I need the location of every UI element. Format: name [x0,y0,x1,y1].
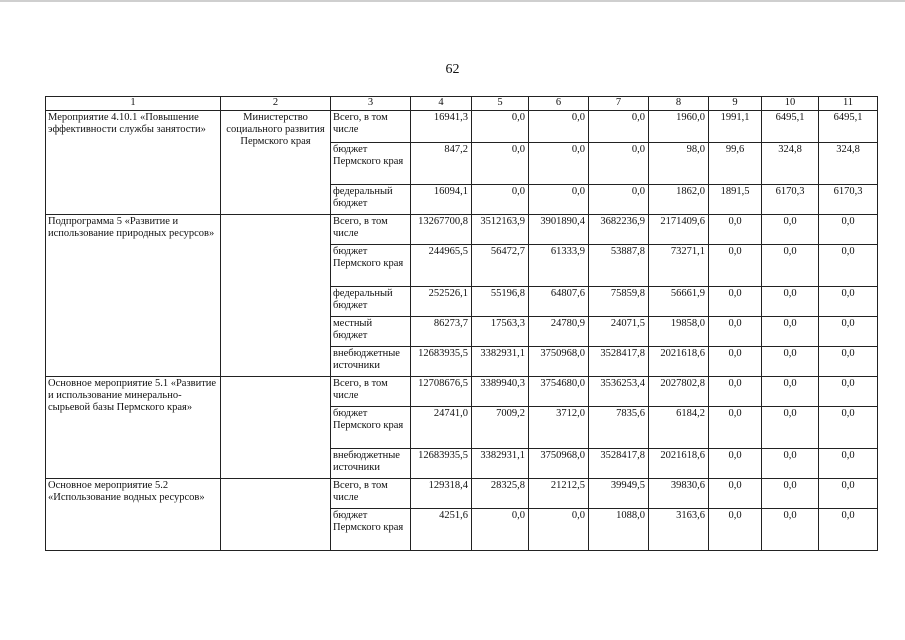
value-cell: 73271,1 [649,245,709,287]
value-cell: 3528417,8 [589,449,649,479]
value-cell: 39949,5 [589,479,649,509]
value-cell: 3382931,1 [472,347,529,377]
value-cell: 0,0 [762,407,819,449]
funding-source-cell: местный бюджет [331,317,411,347]
value-cell: 0,0 [472,185,529,215]
value-cell: 324,8 [762,143,819,185]
value-cell: 56472,7 [472,245,529,287]
value-cell: 0,0 [819,509,878,551]
funding-source-cell: бюджет Пермского края [331,245,411,287]
value-cell: 0,0 [762,479,819,509]
value-cell: 0,0 [819,347,878,377]
value-cell: 0,0 [709,317,762,347]
column-header: 9 [709,97,762,111]
value-cell: 61333,9 [529,245,589,287]
value-cell: 6170,3 [819,185,878,215]
value-cell: 16094,1 [411,185,472,215]
executor-cell [221,377,331,479]
column-header: 10 [762,97,819,111]
table-row [46,377,878,407]
value-cell: 0,0 [762,317,819,347]
column-header: 1 [46,97,221,111]
value-cell: 6495,1 [762,111,819,143]
value-cell: 0,0 [589,143,649,185]
value-cell: 3163,6 [649,509,709,551]
funding-source-cell: Всего, в том числе [331,111,411,143]
value-cell: 3512163,9 [472,215,529,245]
column-header: 4 [411,97,472,111]
value-cell: 0,0 [709,449,762,479]
column-header: 3 [331,97,411,111]
value-cell: 3682236,9 [589,215,649,245]
value-cell: 244965,5 [411,245,472,287]
value-cell: 0,0 [529,509,589,551]
value-cell: 0,0 [709,407,762,449]
funding-source-cell: федеральный бюджет [331,185,411,215]
value-cell: 1960,0 [649,111,709,143]
budget-table [45,96,878,551]
value-cell: 7009,2 [472,407,529,449]
value-cell: 3528417,8 [589,347,649,377]
value-cell: 3712,0 [529,407,589,449]
value-cell: 129318,4 [411,479,472,509]
funding-source-cell: внебюджетные источники [331,449,411,479]
value-cell: 0,0 [819,215,878,245]
table-row [46,479,878,509]
value-cell: 0,0 [709,509,762,551]
value-cell: 56661,9 [649,287,709,317]
value-cell: 2021618,6 [649,347,709,377]
value-cell: 24780,9 [529,317,589,347]
column-header-row [46,97,878,111]
value-cell: 0,0 [762,245,819,287]
value-cell: 252526,1 [411,287,472,317]
executor-cell [221,479,331,551]
value-cell: 6184,2 [649,407,709,449]
value-cell: 3389940,3 [472,377,529,407]
value-cell: 16941,3 [411,111,472,143]
value-cell: 0,0 [709,347,762,377]
value-cell: 6495,1 [819,111,878,143]
value-cell: 39830,6 [649,479,709,509]
value-cell: 0,0 [709,287,762,317]
value-cell: 0,0 [819,377,878,407]
value-cell: 12683935,5 [411,449,472,479]
funding-source-cell: Всего, в том числе [331,215,411,245]
value-cell: 3536253,4 [589,377,649,407]
column-header: 2 [221,97,331,111]
program-name-cell: Мероприятие 4.10.1 «Повышение эффективности службы занятости» [46,111,221,215]
value-cell: 98,0 [649,143,709,185]
value-cell: 1891,5 [709,185,762,215]
value-cell: 0,0 [819,245,878,287]
value-cell: 0,0 [709,215,762,245]
value-cell: 3382931,1 [472,449,529,479]
value-cell: 2027802,8 [649,377,709,407]
value-cell: 55196,8 [472,287,529,317]
value-cell: 4251,6 [411,509,472,551]
value-cell: 86273,7 [411,317,472,347]
value-cell: 1862,0 [649,185,709,215]
value-cell: 0,0 [472,509,529,551]
value-cell: 0,0 [709,245,762,287]
value-cell: 2021618,6 [649,449,709,479]
value-cell: 24741,0 [411,407,472,449]
program-name-cell: Основное мероприятие 5.1 «Развитие и использование минерально-сырьевой базы Пермского края» [46,377,221,479]
executor-cell: Министерство социального развития Пермского края [221,111,331,215]
value-cell: 19858,0 [649,317,709,347]
program-name-cell: Подпрограмма 5 «Развитие и использование природных ресурсов» [46,215,221,377]
table-row [46,111,878,143]
funding-source-cell: бюджет Пермского края [331,143,411,185]
value-cell: 17563,3 [472,317,529,347]
value-cell: 0,0 [762,287,819,317]
value-cell: 21212,5 [529,479,589,509]
value-cell: 53887,8 [589,245,649,287]
value-cell: 0,0 [762,215,819,245]
value-cell: 3754680,0 [529,377,589,407]
value-cell: 28325,8 [472,479,529,509]
column-header: 6 [529,97,589,111]
value-cell: 0,0 [709,377,762,407]
program-name-cell: Основное мероприятие 5.2 «Использование водных ресурсов» [46,479,221,551]
value-cell: 24071,5 [589,317,649,347]
value-cell: 1088,0 [589,509,649,551]
funding-source-cell: бюджет Пермского края [331,509,411,551]
value-cell: 99,6 [709,143,762,185]
value-cell: 0,0 [529,185,589,215]
value-cell: 0,0 [472,143,529,185]
value-cell: 0,0 [819,287,878,317]
value-cell: 3750968,0 [529,347,589,377]
value-cell: 75859,8 [589,287,649,317]
value-cell: 1991,1 [709,111,762,143]
executor-cell [221,215,331,377]
value-cell: 0,0 [762,449,819,479]
value-cell: 12683935,5 [411,347,472,377]
value-cell: 847,2 [411,143,472,185]
value-cell: 0,0 [472,111,529,143]
value-cell: 3750968,0 [529,449,589,479]
value-cell: 0,0 [529,143,589,185]
value-cell: 2171409,6 [649,215,709,245]
value-cell: 7835,6 [589,407,649,449]
value-cell: 6170,3 [762,185,819,215]
table-row [46,215,878,245]
funding-source-cell: федеральный бюджет [331,287,411,317]
value-cell: 64807,6 [529,287,589,317]
value-cell: 3901890,4 [529,215,589,245]
funding-source-cell: Всего, в том числе [331,377,411,407]
value-cell: 0,0 [819,407,878,449]
value-cell: 0,0 [589,185,649,215]
value-cell: 13267700,8 [411,215,472,245]
column-header: 11 [819,97,878,111]
value-cell: 324,8 [819,143,878,185]
value-cell: 0,0 [819,449,878,479]
funding-source-cell: бюджет Пермского края [331,407,411,449]
value-cell: 0,0 [762,509,819,551]
value-cell: 0,0 [589,111,649,143]
value-cell: 0,0 [819,479,878,509]
value-cell: 0,0 [819,317,878,347]
funding-source-cell: внебюджетные источники [331,347,411,377]
column-header: 7 [589,97,649,111]
column-header: 5 [472,97,529,111]
value-cell: 0,0 [762,347,819,377]
value-cell: 12708676,5 [411,377,472,407]
value-cell: 0,0 [762,377,819,407]
value-cell: 0,0 [709,479,762,509]
scan-edge [0,0,905,2]
column-header: 8 [649,97,709,111]
funding-source-cell: Всего, в том числе [331,479,411,509]
page-number: 62 [445,62,460,77]
value-cell: 0,0 [529,111,589,143]
